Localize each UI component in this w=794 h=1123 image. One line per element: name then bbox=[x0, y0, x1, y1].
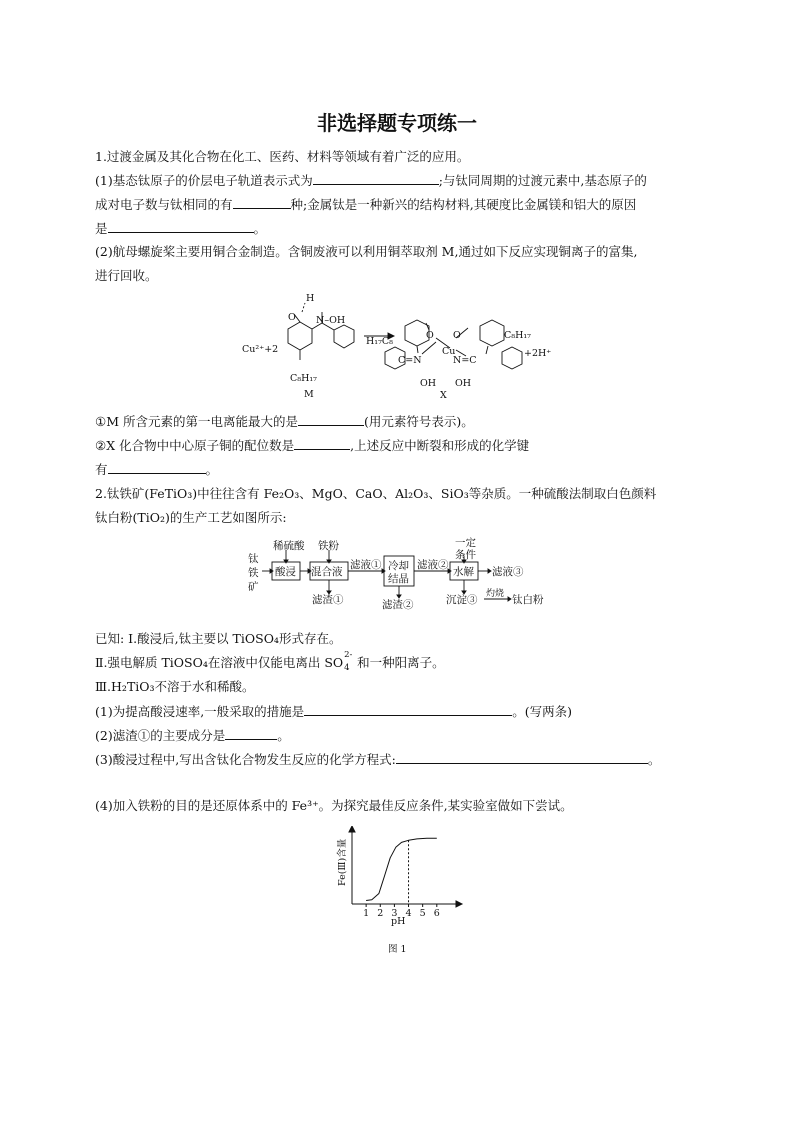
q2-known-3: Ⅲ.H₂TiO₃不溶于水和稀酸。 bbox=[95, 679, 255, 694]
reaction-scheme bbox=[240, 290, 570, 402]
q1-part1-line1 bbox=[95, 172, 647, 189]
q2-known-2 bbox=[95, 650, 445, 673]
q1-part1-end: 。 bbox=[253, 221, 267, 236]
q1-x-text-a: ②X 化合物中中心原子铜的配位数是 bbox=[95, 438, 295, 453]
q2-intro-line2: 钛白粉(TiO₂)的生产工艺如图所示: bbox=[95, 510, 287, 525]
answer-blank[interactable] bbox=[225, 727, 277, 740]
q1-part1-text-a: (1)基态钛原子的价层电子轨道表示式为 bbox=[95, 173, 313, 188]
sulfate-script: 2- 4 bbox=[344, 650, 353, 673]
flow-cond-2: 条件 bbox=[455, 549, 476, 561]
product-right-oh: OH bbox=[455, 378, 472, 389]
flow-product: 钛白粉 bbox=[512, 594, 544, 606]
q2-known-1: 已知: Ⅰ.酸浸后,钛主要以 TiOSO₄形式存在。 bbox=[95, 631, 342, 646]
q1-m-text-a: ①M 所含元素的第一电离能最大的是 bbox=[95, 414, 298, 429]
flow-residue2: 滤渣② bbox=[382, 599, 414, 611]
product-h17c8: H₁₇C₈ bbox=[366, 336, 393, 347]
flow-cool-1: 冷却 bbox=[388, 560, 409, 572]
series-line bbox=[366, 838, 437, 900]
product-x-label: X bbox=[440, 390, 447, 401]
answer-blank[interactable] bbox=[304, 703, 512, 716]
q1-part1-text-b: ;与钛同周期的过渡元素中,基态原子的 bbox=[438, 173, 647, 188]
flow-residue1: 滤渣① bbox=[312, 594, 344, 606]
q2-sub2 bbox=[95, 727, 290, 744]
answer-blank[interactable] bbox=[313, 172, 439, 185]
process-flow-diagram bbox=[240, 536, 560, 614]
product-left-o: O bbox=[426, 330, 434, 341]
flow-acid: 稀硫酸 bbox=[273, 540, 305, 552]
q1-part2-line2: 进行回收。 bbox=[95, 268, 158, 283]
flow-cond-1: 一定 bbox=[455, 537, 476, 549]
product-right-nc: N=C bbox=[453, 355, 477, 366]
flow-calcine: 灼烧 bbox=[486, 589, 505, 599]
answer-blank[interactable] bbox=[108, 220, 254, 233]
reactant-cu-ion: Cu²⁺+2 bbox=[242, 344, 279, 355]
product-left-oh: OH bbox=[420, 378, 437, 389]
q1-x-line1 bbox=[95, 437, 529, 454]
q2-sub4: (4)加入铁粉的目的是还原体系中的 Fe³⁺。为探究最佳反应条件,某实验室做如下尝试。 bbox=[95, 798, 573, 813]
product-right-o: O bbox=[453, 330, 461, 341]
product-cu: Cu bbox=[442, 346, 456, 357]
q1-m-line bbox=[95, 413, 474, 430]
q2-sub1-text-b: 。(写两条) bbox=[512, 704, 572, 719]
q1-m-text-b: (用元素符号表示)。 bbox=[363, 414, 474, 429]
flow-filtrate3: 滤液③ bbox=[492, 566, 524, 578]
x-tick-label: 6 bbox=[433, 908, 440, 919]
q1-x-end: 。 bbox=[205, 462, 219, 477]
q1-intro: 1.过渡金属及其化合物在化工、医药、材料等领域有着广泛的应用。 bbox=[95, 149, 470, 164]
q1-x-text-c: 有 bbox=[95, 462, 108, 477]
answer-blank[interactable] bbox=[233, 196, 291, 209]
answer-blank[interactable] bbox=[396, 751, 648, 764]
flow-leach: 酸浸 bbox=[275, 566, 296, 578]
q2-sub3-text-b: 。 bbox=[647, 752, 661, 767]
reactant-o-label: O bbox=[288, 312, 296, 323]
product-h-ion: +2H⁺ bbox=[524, 348, 552, 359]
flow-ore-2: 铁 bbox=[248, 567, 259, 579]
flow-filtrate1: 滤液① bbox=[350, 559, 382, 571]
y-axis-arrow bbox=[349, 826, 355, 832]
q1-part1-line2 bbox=[95, 196, 636, 213]
x-tick-label: 1 bbox=[363, 908, 370, 919]
product-left-cn: C=N bbox=[398, 355, 422, 366]
flow-ore-1: 钛 bbox=[248, 553, 259, 565]
flow-hydro: 水解 bbox=[453, 566, 474, 578]
flow-ore-3: 矿 bbox=[248, 581, 259, 593]
chart-y-label: Fe(Ⅲ)含量 bbox=[337, 838, 348, 886]
flow-filtrate2: 滤液② bbox=[417, 559, 449, 571]
chart-caption: 图 1 bbox=[388, 944, 407, 955]
q1-x-line2 bbox=[95, 461, 218, 478]
q1-x-text-b: ,上述反应中断裂和形成的化学键 bbox=[350, 438, 530, 453]
answer-blank[interactable] bbox=[298, 413, 364, 426]
q2-sub3-text-a: (3)酸浸过程中,写出含钛化合物发生反应的化学方程式: bbox=[95, 752, 396, 767]
q2-sub1 bbox=[95, 703, 572, 720]
q2-intro-line1: 2.钛铁矿(FeTiO₃)中往往含有 Fe₂O₃、MgO、CaO、Al₂O₃、SiO₃等杂质。一种硫酸法制取白色颜料 bbox=[95, 486, 657, 501]
q2-sub3 bbox=[95, 751, 660, 768]
q1-part2-line1: (2)航母螺旋桨主要用铜合金制造。含铜废液可以利用铜萃取剂 M,通过如下反应实现铜离子的富集, bbox=[95, 244, 638, 259]
x-tick-label: 3 bbox=[391, 908, 398, 919]
answer-blank[interactable] bbox=[108, 461, 206, 474]
flow-precip3: 沉淀③ bbox=[446, 594, 478, 606]
q2-sub2-text-a: (2)滤渣①的主要成分是 bbox=[95, 728, 226, 743]
fe-content-chart bbox=[330, 826, 470, 958]
page-title: 非选择题专项练一 bbox=[317, 111, 477, 135]
x-tick-label: 4 bbox=[405, 908, 412, 919]
q2-known-2-text-a: Ⅱ.强电解质 TiOSO₄在溶液中仅能电离出 SO bbox=[95, 655, 344, 670]
reactant-c8h17: C₈H₁₇ bbox=[290, 373, 317, 384]
q1-part1-line3 bbox=[95, 220, 266, 237]
x-tick-label: 5 bbox=[419, 908, 426, 919]
reactant-noh-label: N–OH bbox=[316, 315, 346, 326]
flow-iron: 铁粉 bbox=[318, 540, 339, 552]
q1-part1-text-e: 是 bbox=[95, 221, 108, 236]
q2-known-2-text-b: 和一种阳离子。 bbox=[357, 655, 445, 670]
chart-x-label: pH bbox=[391, 916, 406, 927]
x-axis-arrow bbox=[456, 901, 462, 907]
reactant-m-label: M bbox=[304, 389, 314, 400]
flow-cool-2: 结晶 bbox=[388, 573, 409, 585]
reactant-h-label: H bbox=[306, 293, 315, 304]
x-tick-label: 2 bbox=[377, 908, 384, 919]
q2-sub2-text-b: 。 bbox=[277, 728, 290, 743]
q1-part1-text-c: 成对电子数与钛相同的有 bbox=[95, 197, 233, 212]
flow-mix: 混合液 bbox=[311, 566, 343, 578]
product-c8h17: C₈H₁₇ bbox=[504, 330, 531, 341]
q1-part1-text-d: 种;金属钛是一种新兴的结构材料,其硬度比金属镁和铝大的原因 bbox=[290, 197, 637, 212]
q2-sub1-text-a: (1)为提高酸浸速率,一般采取的措施是 bbox=[95, 704, 305, 719]
answer-blank[interactable] bbox=[294, 437, 350, 450]
